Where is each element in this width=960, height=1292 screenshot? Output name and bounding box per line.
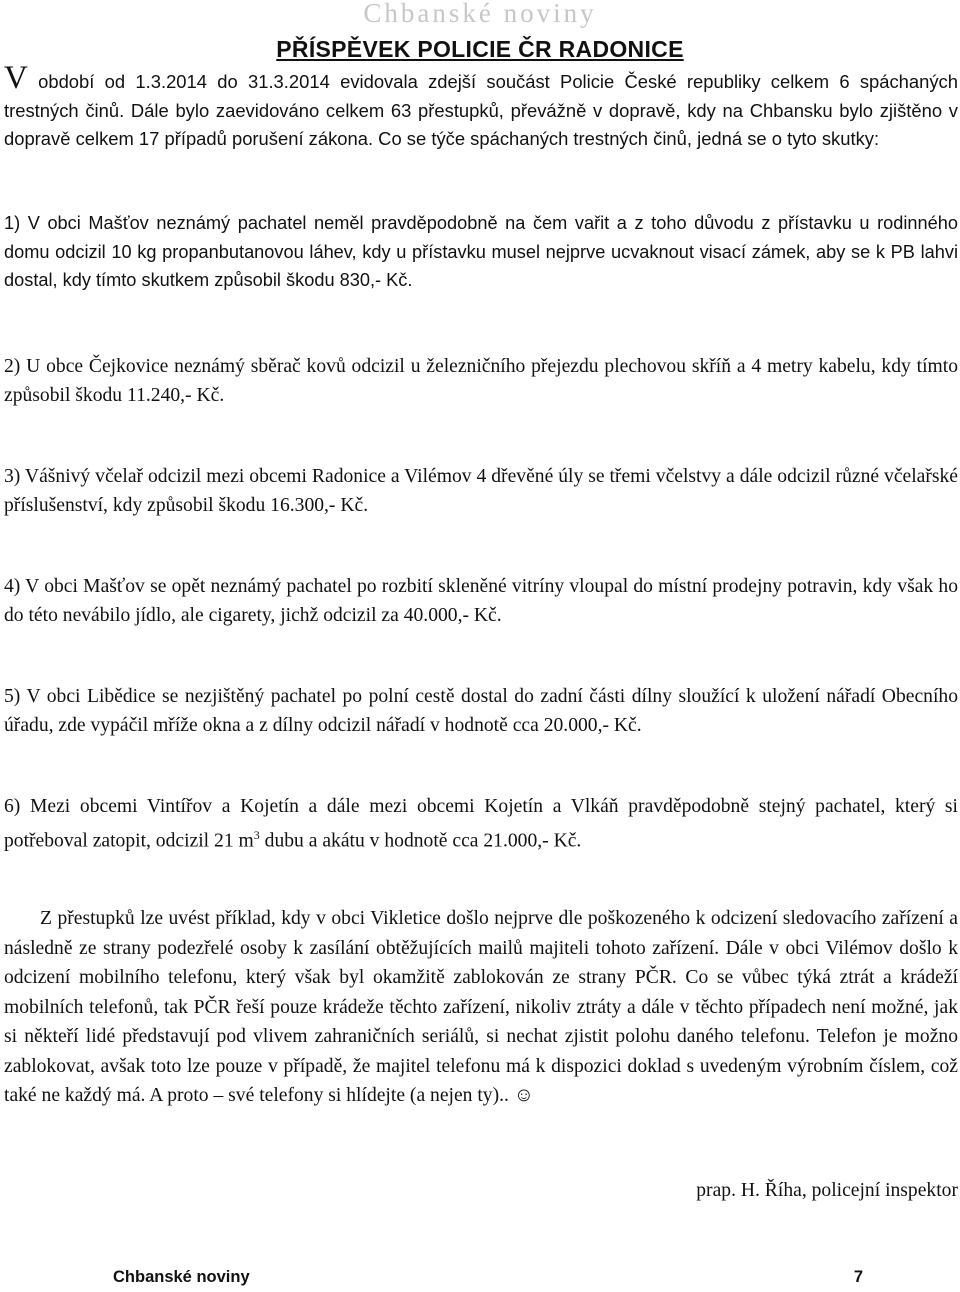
footer-name: Chbanské noviny (113, 1268, 250, 1286)
item-1 (4, 209, 958, 295)
superscript: 3 (253, 828, 260, 842)
closing-paragraph (4, 904, 958, 1111)
item-6-text: 6) Mezi obcemi Vintířov a Kojetín a dále mezi obcemi Kojetín a Vlkáň pravděpodobně stejný pachatel, který si potřeboval zatopit, odcizil 21 m (4, 796, 958, 852)
item-text: 4) V obci Mašťov se opět neznámý pachatel po rozbití skleněné vitríny vloupal do místní prodejny potravin, kdy však ho do této nevábilo jídlo, ale cigarety, jichž odcizil za 40.000,- Kč. (4, 576, 958, 626)
signature: prap. H. Říha, policejní inspektor (696, 1180, 958, 1201)
intro-paragraph (4, 60, 958, 154)
intro-text: období od 1.3.2014 do 31.3.2014 evidovala zdejší součást Policie České republiky celkem 6 spáchaných trestných činů. Dále bylo zaevidováno celkem 63 přestupků, převážně v dopravě, kdy na Chbansku bylo zjištěno v dopravě celkem 17 případů porušení zákona. Co se týče spáchaných trestných činů, jedná se o tyto skutky: (4, 71, 958, 149)
item-6 (4, 792, 958, 856)
page-title: PŘÍSPĚVEK POLICIE ČR RADONICE (276, 36, 684, 62)
page-number: 7 (853, 1268, 863, 1286)
item-text: 3) Vášnivý včelař odcizil mezi obcemi Radonice a Vilémov 4 dřevěné úly se třemi včelstvy a dále odcizil různé včelařské příslušenství, kdy způsobil škodu 16.300,- Kč. (4, 466, 958, 516)
item-2 (4, 352, 958, 410)
item-3 (4, 462, 958, 520)
smiley-icon: ☺ (513, 1085, 534, 1106)
item-4 (4, 572, 958, 630)
closing-text: Z přestupků lze uvést příklad, kdy v obci Vikletice došlo nejprve dle poškozeného k odcizení sledovacího zařízení a následně ze strany podezřelé osoby k zasílání obtěžujících mailů majiteli tohoto zařízení. Dále v obci Vilémov došlo k odcizení mobilního telefonu, který však byl okamžitě zablokován ze strany PČR. Co se vůbec týká ztrát a krádeží mobilních telefonů, tak PČR řeší pouze krádeže těchto zařízení, nikoliv ztráty a dále v těchto případech není možné, jak si někteří lidé představují pod vlivem zahraničních seriálů, si nechat zjistit polohu daného telefonu. Telefon je možno zablokovat, avšak toto lze pouze v případě, že majitel telefonu má k dispozici doklad s uvedeným výrobním číslem, což také ne každý má. A proto – své telefony si hlídejte (a nejen ty).. (4, 908, 958, 1106)
item-text: 1) V obci Mašťov neznámý pachatel neměl pravděpodobně na čem vařit a z toho důvodu z přístavku u rodinného domu odcizil 10 kg propanbutanovou láhev, kdy u přístavku musel nejprve ucvaknout visací zámek, aby se k PB lahvi dostal, kdy tímto skutkem způsobil škodu 830,- Kč. (4, 213, 958, 290)
footer (113, 1268, 863, 1287)
item-6-text-end: dubu a akátu v hodnotě cca 21.000,- Kč. (259, 830, 582, 852)
drop-letter: V (4, 60, 28, 96)
masthead: Chbanské noviny (363, 0, 597, 28)
item-5 (4, 682, 958, 740)
item-text: 5) V obci Libědice se nezjištěný pachatel po polní cestě dostal do zadní části dílny sloužící k uložení nářadí Obecního úřadu, zde vypáčil mříže okna a z dílny odcizil nářadí v hodnotě cca 20.000,- Kč. (4, 686, 958, 736)
item-text: 2) U obce Čejkovice neznámý sběrač kovů odcizil u železničního přejezdu plechovou skříň a 4 metry kabelu, kdy tímto způsobil škodu 11.240,- Kč. (4, 356, 958, 406)
